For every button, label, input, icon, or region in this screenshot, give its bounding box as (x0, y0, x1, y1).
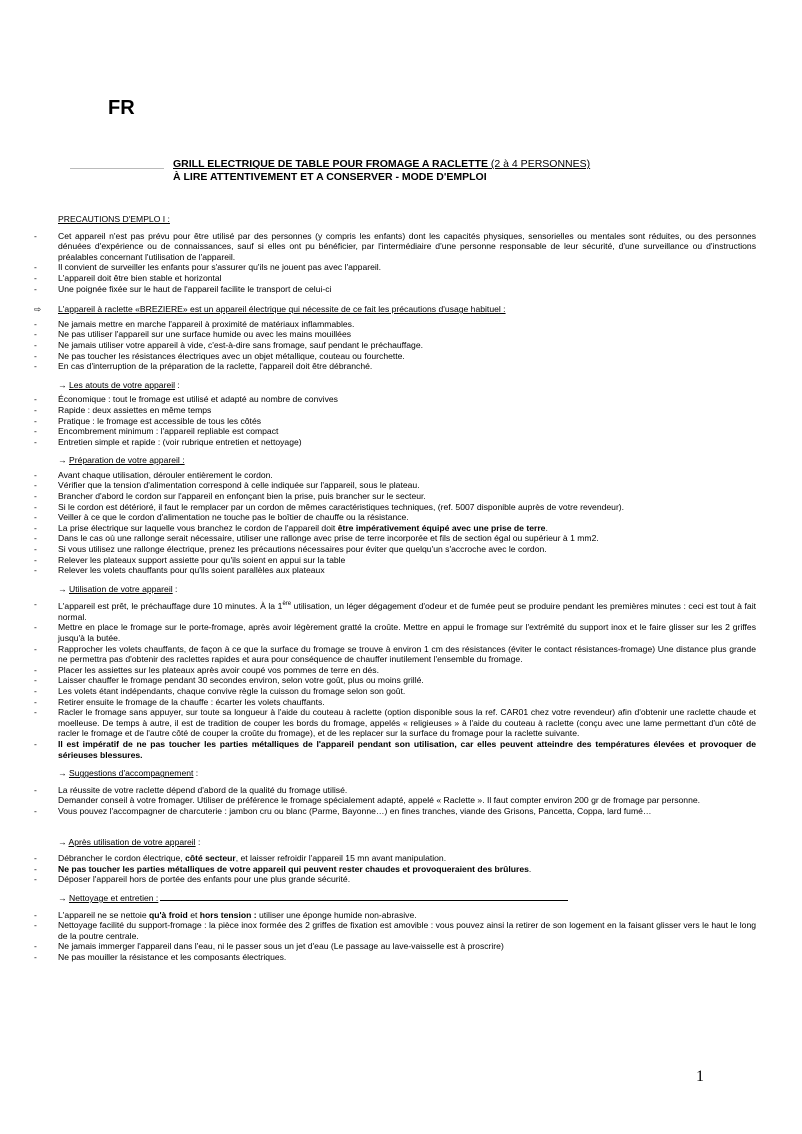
list-item (34, 622, 756, 643)
arrow-icon: → (58, 836, 67, 847)
list-item (34, 491, 756, 502)
list-item-text: L'appareil doit être bien stable et horizontal (58, 272, 222, 283)
precautions-heading: PRECAUTIONS D'EMPLO I : (58, 214, 170, 224)
list-item (34, 329, 756, 340)
nettoyage-heading: Nettoyage et entretien : (68, 892, 159, 903)
list-item (34, 806, 756, 817)
bullet-dash: - (34, 426, 37, 437)
preparation-list (34, 470, 756, 523)
list-item (34, 502, 756, 513)
bullet-dash: - (34, 554, 37, 565)
list-item (34, 952, 756, 963)
list-item-text: Économique : tout le fromage est utilisé et adapté au nombre de convives (58, 394, 338, 405)
list-item-text: Une poignée fixée sur le haut de l'appareil facilite le transport de celui-ci (58, 283, 332, 294)
preparation-list-2 (34, 533, 756, 575)
bullet-dash: - (34, 350, 37, 361)
bullet-dash: - (34, 469, 37, 480)
list-item: - Ne pas toucher les parties métalliques de votre appareil qui peuvent rester chaudes et provoqueraient des brûlures. (34, 863, 532, 874)
arrow-icon: → (58, 455, 67, 466)
bullet-dash: - (34, 361, 37, 372)
bullet-dash: - (34, 480, 37, 491)
title-line-2: À LIRE ATTENTIVEMENT ET A CONSERVER - MODE D'EMPLOI (173, 171, 487, 183)
list-item-text: Ne jamais immerger l'appareil dans l'eau, ni le passer sous un jet d'eau (Le passage au lave-vaisselle est à proscrire) (58, 941, 504, 952)
list-item: - Débrancher le cordon électrique, côté secteur, et laisser refroidir l'appareil 15 mn avant manipulation. (34, 853, 447, 864)
bullet-dash: - (34, 941, 37, 952)
list-item-text: En cas d'interruption de la préparation de la raclette, l'appareil doit être débranché. (58, 361, 373, 372)
utilisation-list (34, 622, 756, 739)
apres-heading-row: → Après utilisation de votre appareil : (58, 836, 201, 847)
list-item-text: Rapprocher les volets chauffants, de façon à ce que la surface du fromage se trouve à environ 1 cm des résistances (éviter le contact résistances-fromage) Une distance plus grande ne permettra pas d'obtenir des raclettes rapides et aura pour conséquence de chauffer inutilement l'ensemble du fromage. (58, 643, 756, 665)
list-item (34, 665, 756, 676)
list-item: - L'appareil ne se nettoie qu'à froid et hors tension : utiliser une éponge humide non-abrasive. (34, 909, 417, 920)
list-item (34, 512, 756, 523)
list-item (34, 426, 756, 437)
list-item-text: Brancher d'abord le cordon sur l'appareil en enfonçant bien la prise, puis brancher sur le secteur. (58, 491, 426, 502)
list-item (34, 284, 756, 295)
preparation-heading-row (58, 455, 756, 466)
header-rule (70, 168, 164, 169)
utilisation-warning: Il est impératif de ne pas toucher les parties métalliques de l'appareil pendant son utilisation, car elles peuvent atteindre des températures élevées et provoquer de sérieuses blessures. (58, 738, 756, 760)
bullet-dash: - (34, 272, 37, 283)
bullet-dash: - (34, 686, 37, 697)
bullet-dash: - (34, 738, 37, 749)
page-number: 1 (696, 1068, 704, 1085)
nettoyage-heading-row (58, 893, 756, 904)
apres-heading: Après utilisation de votre appareil (68, 836, 196, 847)
list-item (34, 697, 756, 708)
bullet-dash: - (34, 784, 37, 795)
list-item (34, 675, 756, 686)
heading-rule (160, 900, 568, 901)
usage-heading: L'appareil à raclette «BREZIERE» est un appareil électrique qui nécessite de ce fait les précautions d'usage habituel : (58, 304, 506, 315)
title-line-1: GRILL ELECTRIQUE DE TABLE POUR FROMAGE A RACLETTE (2 à 4 PERSONNES) (173, 158, 591, 170)
list-item (34, 644, 756, 665)
list-item (34, 555, 756, 566)
bullet-dash: - (34, 533, 37, 544)
arrow-icon: → (58, 892, 67, 903)
list-item-text: Cet appareil n'est pas prévu pour être utilisé par des personnes (y compris les enfants) dont les capacités physiques, sensorielles ou mentales sont réduites, ou des personnes dénuées d'expérience ou de connaissances, sauf si elles ont pu bénéficier, par l'intermédiaire d'une personne responsable de leur sécurité, d'une surveillance ou d'instructions préalables concernant l'utilisation de l'appareil. (58, 230, 756, 262)
list-item (34, 394, 756, 405)
list-item-text: Si vous utilisez une rallonge électrique, prenez les précautions nécessaires pour éviter que quelqu'un s'accroche avec le cordon. (58, 544, 547, 555)
list-item-text: Ne jamais mettre en marche l'appareil à proximité de matériaux inflammables. (58, 318, 355, 329)
suggestions-heading-row: → Suggestions d'accompagnement : (58, 768, 199, 779)
bullet-dash: - (34, 544, 37, 555)
bullet-dash: - (34, 283, 37, 294)
list-item (34, 941, 756, 952)
bullet-dash: - (34, 329, 37, 340)
bullet-dash: - (34, 622, 37, 633)
bullet-dash: - (34, 415, 37, 426)
list-item-text: Veiller à ce que le cordon d'alimentation ne touche pas le boîtier de chauffe ou la résistance. (58, 512, 409, 523)
list-item-text: Pratique : le fromage est accessible de tous les côtés (58, 415, 262, 426)
list-item (34, 231, 756, 263)
list-item-text: Vous pouvez l'accompagner de charcuterie : jambon cru ou blanc (Parme, Bayonne…) en fines tranches, viande des Grisons, Pancetta, Coppa, lard fumé… (58, 805, 652, 816)
list-item-text: Ne pas mouiller la résistance et les composants électriques. (58, 951, 287, 962)
list-item-text: Laisser chauffer le fromage pendant 30 secondes environ, selon votre goût, plus ou moins grillé. (58, 675, 424, 686)
list-item (34, 544, 756, 555)
bullet-dash: - (34, 339, 37, 350)
bullet-dash: - (34, 696, 37, 707)
list-item: - Déposer l'appareil hors de portée des enfants pour une plus grande sécurité. (34, 874, 351, 885)
list-item (34, 351, 756, 362)
list-item (34, 273, 756, 284)
bullet-dash: - (34, 599, 37, 610)
nettoyage-list (34, 920, 756, 962)
list-item (34, 437, 756, 448)
list-item (34, 416, 756, 427)
bullet-dash: - (34, 404, 37, 415)
arrow-icon: → (58, 583, 67, 594)
bullet-dash: - (34, 805, 37, 816)
bullet-dash: - (34, 675, 37, 686)
list-item-text: Relever les plateaux support assiette pour qu'ils soient en appui sur la table (58, 554, 346, 565)
bullet-dash: - (34, 643, 37, 654)
usage-heading-row (34, 304, 756, 315)
atouts-heading-row: → Les atouts de votre appareil : (58, 379, 180, 390)
list-item-text: Nettoyage facilité du support-fromage : la pièce inox formée des 2 griffes de fixation est amovible : vous pouvez ainsi la retirer de son logement en la faisant glisser vers le haut le long de la poutre centrale. (58, 920, 756, 941)
list-item (34, 361, 756, 372)
atouts-list (34, 394, 756, 447)
list-item-text: Rapide : deux assiettes en même temps (58, 404, 212, 415)
arrow-icon: → (58, 379, 67, 390)
list-item: - L'appareil est prêt, le préchauffage dure 10 minutes. À la 1ère utilisation, un léger dégagement d'odeur et de fumée peut se produire pendant les premières minutes : ceci est tout à fait normal. (34, 599, 756, 622)
bullet-dash: - (34, 909, 37, 920)
list-item (34, 470, 756, 481)
list-item-text: Il convient de surveiller les enfants pour s'assurer qu'ils ne jouent pas avec l'appareil. (58, 262, 382, 273)
suggestions-list (34, 785, 756, 817)
bullet-dash: - (34, 874, 37, 885)
list-item-text: Placer les assiettes sur les plateaux après avoir coupé vos pommes de terre en dés. (58, 664, 379, 675)
bullet-dash: - (34, 491, 37, 502)
bullet-dash: - (34, 951, 37, 962)
list-item-text: Retirer ensuite le fromage de la chauffe : écarter les volets chauffants. (58, 696, 325, 707)
utilisation-heading-row: → Utilisation de votre appareil : (58, 583, 178, 594)
bullet-dash: - (34, 522, 37, 533)
arrow-icon: → (58, 768, 67, 779)
usage-list (34, 319, 756, 372)
list-item (34, 340, 756, 351)
bullet-dash: - (34, 920, 37, 931)
document-title (173, 158, 590, 184)
suggestions-heading: Suggestions d'accompagnement (68, 768, 194, 779)
bullet-dash: - (34, 230, 37, 241)
precautions-list (34, 231, 756, 295)
list-item-text: Ne pas utiliser l'appareil sur une surface humide ou avec les mains mouillées (58, 329, 352, 340)
list-item-text: La réussite de votre raclette dépend d'abord de la qualité du fromage utilisé. Demander conseil à votre fromager. Utiliser de préférence le fromage spécialement adapté, appelé « Raclette ». Il faut compter environ 200 gr de fromage par personne. (58, 784, 701, 806)
list-item (34, 920, 756, 941)
list-item: - La prise électrique sur laquelle vous branchez le cordon de l'appareil doit être impérativement équipé avec une prise de terre. (34, 522, 548, 533)
list-item-text: Dans le cas où une rallonge serait nécessaire, utiliser une rallonge avec prise de terre incorporée et fils de section égal ou supérieur à 1 mm2. (58, 533, 599, 544)
list-item-text: Vérifier que la tension d'alimentation correspond à celle indiquée sur l'appareil, sous le plateau. (58, 480, 420, 491)
bullet-dash: - (34, 262, 37, 273)
list-item-text: Avant chaque utilisation, dérouler entièrement le cordon. (58, 469, 273, 480)
bullet-dash: - (34, 664, 37, 675)
list-item-text: Si le cordon est détérioré, il faut le remplacer par un cordon de mêmes caractéristiques techniques, (ref. 5007 disponible auprès de votre revendeur). (58, 501, 625, 512)
arrow-icon: ⇨ (34, 304, 42, 315)
bullet-dash: - (34, 394, 37, 405)
bullet-dash: - (34, 436, 37, 447)
list-item (34, 405, 756, 416)
list-item (34, 686, 756, 697)
list-item (34, 533, 756, 544)
bullet-dash: - (34, 565, 37, 576)
document-body (34, 214, 756, 962)
list-item (34, 262, 756, 273)
preparation-heading: Préparation de votre appareil : (68, 455, 185, 466)
list-item-text: Ne pas toucher les résistances électriques avec un objet métallique, couteau ou fourchette. (58, 350, 405, 361)
bullet-dash: - (34, 501, 37, 512)
list-item-text: Ne jamais utiliser votre appareil à vide, c'est-à-dire sans fromage, sauf pendant le préchauffage. (58, 339, 424, 350)
utilisation-heading: Utilisation de votre appareil (68, 583, 173, 594)
list-item (34, 707, 756, 739)
list-item-text: Racler le fromage sans appuyer, sur toute sa longueur à l'aide du couteau à raclette (option disponible sous la ref. CAR01 chez votre revendeur) afin d'obtenir une raclette chaude et moelleuse. De temps à autre, il est de tradition de couper les bords du fromage, appelés « religieuses » à l'aide du couteau à raclette (conçu avec une lame permettant d'un côté de racler le fromage et de l'autre côté de couper la croûte du fromage), et de les replacer sur la surface du fromage pour la raclette suivante. (58, 707, 756, 739)
apres-warning: Ne pas toucher les parties métalliques de votre appareil qui peuvent rester chaudes et provoqueraient des brûlures (58, 863, 529, 874)
list-item-text: Relever les volets chauffants pour qu'ils soient parallèles aux plateaux (58, 565, 325, 576)
list-item-text: Les volets étant indépendants, chaque convive règle la cuisson du fromage selon son goût. (58, 686, 406, 697)
list-item (34, 739, 756, 760)
list-item-text: Mettre en place le fromage sur le porte-fromage, après avoir légèrement gratté la croûte. Mettre en appui le fromage sur l'extrémité du support inox et le faire glisser sur les 2 griffes jusqu'à la butée. (58, 622, 756, 644)
list-item (34, 785, 756, 806)
list-item (34, 565, 756, 576)
list-item (34, 319, 756, 330)
list-item-text: Entretien simple et rapide : (voir rubrique entretien et nettoyage) (58, 436, 302, 447)
bullet-dash: - (34, 707, 37, 718)
bullet-dash: - (34, 863, 37, 874)
list-item (34, 480, 756, 491)
list-item-text: Encombrement minimum : l'appareil repliable est compact (58, 426, 279, 437)
bullet-dash: - (34, 512, 37, 523)
bullet-dash: - (34, 318, 37, 329)
bullet-dash: - (34, 853, 37, 864)
language-code: FR (108, 97, 135, 119)
atouts-heading: Les atouts de votre appareil (68, 379, 176, 390)
